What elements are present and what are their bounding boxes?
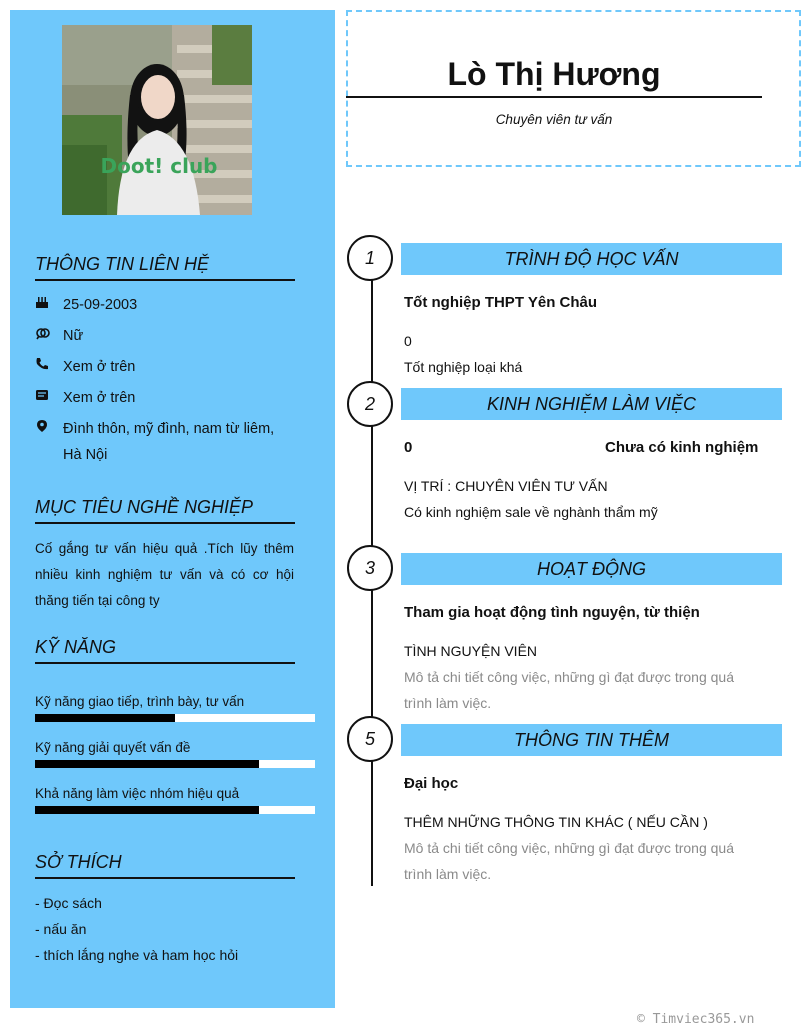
skill-item	[35, 786, 315, 814]
skill-bar-fill	[35, 714, 175, 722]
skill-item	[35, 694, 315, 722]
address-line-2: Hà Nội	[63, 447, 108, 463]
footer-watermark: © Timviec365.vn	[637, 1012, 755, 1027]
contact-address	[35, 416, 295, 468]
activities-section-title: HOẠT ĐỘNG	[401, 553, 782, 585]
additional-subtitle: THÊM NHỮNG THÔNG TIN KHÁC ( NẾU CẦN )	[404, 814, 708, 830]
skill-label: Kỹ năng giao tiếp, trình bày, tư vấn	[35, 694, 245, 709]
gender-icon	[35, 323, 63, 349]
hobbies-section-title: SỞ THÍCH	[35, 852, 295, 879]
skill-bar-fill	[35, 806, 259, 814]
experience-time: 0	[404, 439, 413, 456]
section-number-additional: 5	[347, 716, 393, 762]
job-title: Chuyên viên tư vấn	[495, 112, 613, 127]
section-number-activities: 3	[347, 545, 393, 591]
gender-value: Nữ	[63, 328, 84, 344]
candidate-name: Lò Thị Hương	[447, 56, 661, 92]
photo-shirt-text: Doot! club	[100, 154, 218, 178]
additional-name: Đại học	[404, 775, 459, 792]
education-school: Tốt nghiệp THPT Yên Châu	[404, 294, 598, 311]
contact-phone	[35, 354, 295, 380]
objective-section-title: MỤC TIÊU NGHỀ NGHIỆP	[35, 497, 295, 524]
activity-detail: Mô tả chi tiết công việc, những gì đạt được trong quá trình làm việc.	[404, 669, 734, 711]
contact-gender	[35, 323, 295, 349]
profile-photo	[62, 25, 252, 215]
experience-company: Chưa có kinh nghiệm	[605, 439, 759, 456]
envelope-icon	[35, 385, 63, 411]
name-divider	[346, 96, 762, 98]
birthday-value: 25-09-2003	[63, 297, 138, 313]
hobby-item: - thích lắng nghe và ham học hỏi	[35, 947, 239, 963]
section-number-experience: 2	[347, 381, 393, 427]
additional-section-title: THÔNG TIN THÊM	[401, 724, 782, 756]
hobby-item: - nấu ăn	[35, 921, 87, 937]
skill-bar	[35, 806, 315, 814]
experience-position: VỊ TRÍ : CHUYÊN VIÊN TƯ VẤN	[404, 478, 608, 494]
location-pin-icon	[35, 416, 63, 468]
skill-label: Kỹ năng giải quyết vấn đề	[35, 740, 191, 755]
activity-name: Tham gia hoạt động tình nguyện, từ thiện	[404, 604, 700, 621]
education-time: 0	[404, 333, 412, 349]
hobby-item: - Đọc sách	[35, 895, 102, 911]
section-number-education: 1	[347, 235, 393, 281]
phone-value: Xem ở trên	[63, 359, 136, 375]
skill-item	[35, 740, 315, 768]
additional-detail: Mô tả chi tiết công việc, những gì đạt được trong quá trình làm việc.	[404, 840, 734, 882]
objective-text: Cố gắng tư vấn hiệu quả .Tích lũy thêm nhiều kinh nghiệm tư vấn và có cơ hội thăng tiến tại công ty	[35, 541, 294, 608]
address-line-1: Đình thôn, mỹ đình, nam từ liêm,	[63, 421, 275, 437]
experience-section-title: KINH NGHIỆM LÀM VIỆC	[401, 388, 782, 420]
education-detail: Tốt nghiệp loại khá	[404, 359, 523, 375]
education-section-title: TRÌNH ĐỘ HỌC VẤN	[401, 243, 782, 275]
experience-detail: Có kinh nghiệm sale về nghành thẩm mỹ	[404, 504, 658, 520]
skill-bar	[35, 714, 315, 722]
skill-bar	[35, 760, 315, 768]
activity-role: TÌNH NGUYỆN VIÊN	[404, 643, 538, 659]
cake-icon	[35, 292, 63, 318]
contact-section-title: THÔNG TIN LIÊN HỆ	[35, 254, 295, 281]
contact-birthday	[35, 292, 295, 318]
skill-label: Khả năng làm việc nhóm hiệu quả	[35, 786, 240, 801]
email-value: Xem ở trên	[63, 390, 136, 406]
skills-section-title: KỸ NĂNG	[35, 637, 295, 664]
phone-icon	[35, 354, 63, 380]
skill-bar-fill	[35, 760, 259, 768]
contact-email	[35, 385, 295, 411]
